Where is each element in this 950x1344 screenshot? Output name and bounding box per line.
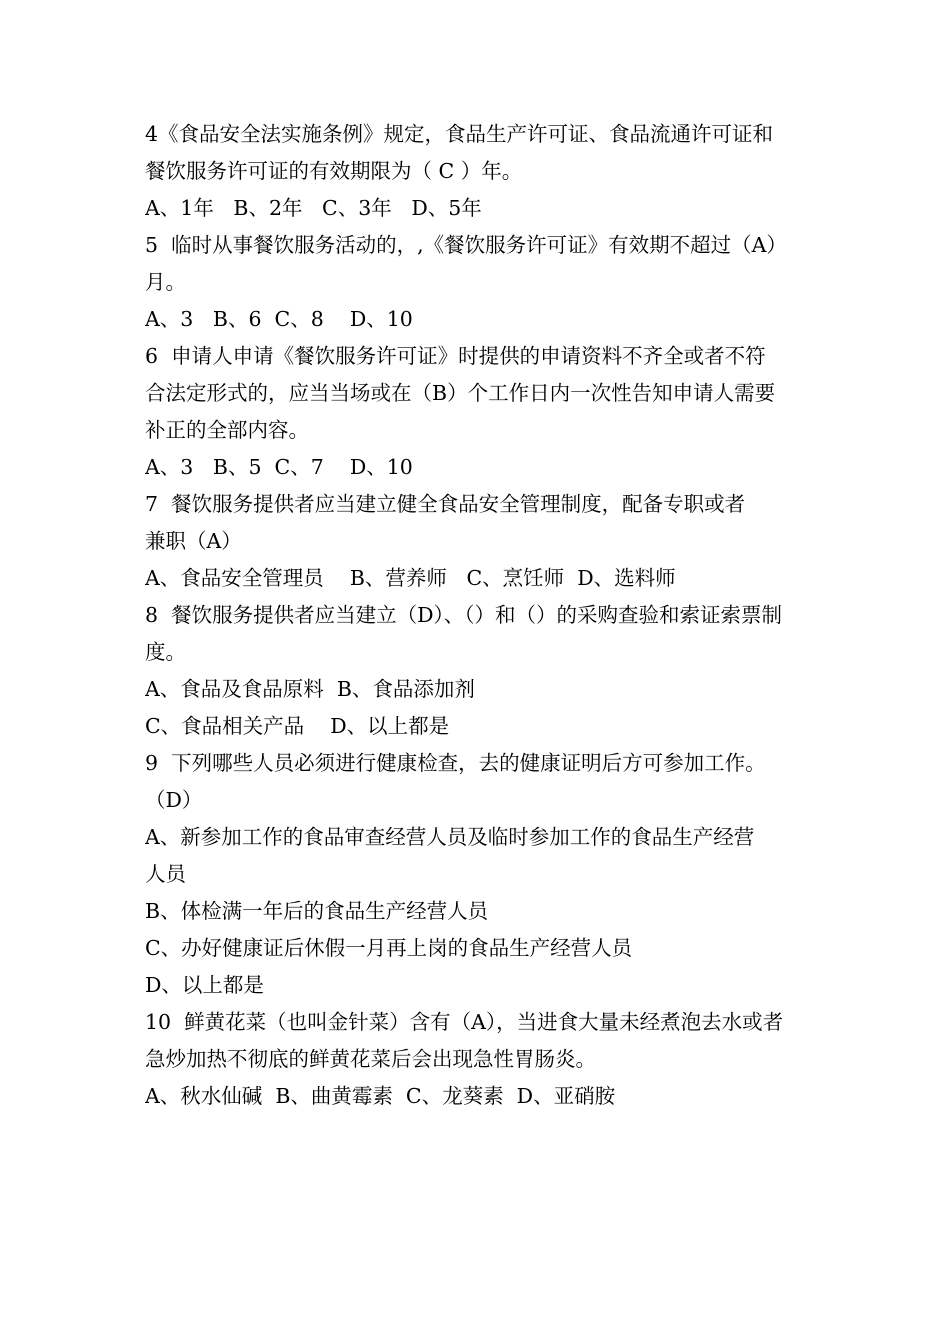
q7-line-2: 兼职（A） — [145, 529, 242, 553]
q6-options: A、3 B、5 C、7 D、10 — [145, 455, 413, 479]
q5-line-2: 月。 — [145, 270, 186, 294]
q8-line-2: 度。 — [145, 640, 186, 664]
q9-option-a-2: 人员 — [145, 862, 186, 886]
q10-options: A、秋水仙碱 B、曲黄霉素 C、龙葵素 D、亚硝胺 — [145, 1084, 616, 1108]
q8-options-1: A、食品及食品原料 B、食品添加剂 — [145, 677, 475, 701]
q5-options: A、3 B、6 C、8 D、10 — [145, 307, 413, 331]
q7-line-1: 7 餐饮服务提供者应当建立健全食品安全管理制度，配备专职或者 — [145, 492, 746, 516]
q9-option-a-1: A、新参加工作的食品审查经营人员及临时参加工作的食品生产经营 — [145, 825, 755, 849]
q5-line-1: 5 临时从事餐饮服务活动的，,《餐饮服务许可证》有效期不超过（A） — [145, 233, 787, 257]
q9-line-1: 9 下列哪些人员必须进行健康检查，去的健康证明后方可参加工作。 — [145, 751, 766, 775]
q6-line-2: 合法定形式的，应当当场或在（B）个工作日内一次性告知申请人需要 — [145, 381, 776, 405]
q10-line-2: 急炒加热不彻底的鲜黄花菜后会出现急性胃肠炎。 — [145, 1047, 596, 1071]
q10-line-1: 10 鲜黄花菜（也叫金针菜）含有（A），当进食大量未经煮泡去水或者 — [145, 1010, 784, 1034]
document-body — [145, 116, 815, 1115]
q8-line-1: 8 餐饮服务提供者应当建立（D）、（）和（）的采购查验和索证索票制 — [145, 603, 783, 627]
q8-options-2: C、食品相关产品 D、以上都是 — [145, 714, 450, 738]
q7-options: A、食品安全管理员 B、营养师 C、烹饪师 D、选料师 — [145, 566, 676, 590]
q6-line-3: 补正的全部内容。 — [145, 418, 309, 442]
q9-option-d: D、以上都是 — [145, 973, 264, 997]
q4-options: A、1年 B、2年 C、3年 D、5年 — [145, 196, 482, 220]
q9-option-b: B、体检满一年后的食品生产经营人员 — [145, 899, 489, 923]
q4-line-1: 4《食品安全法实施条例》规定，食品生产许可证、食品流通许可证和 — [145, 122, 774, 146]
q9-line-2: （D） — [145, 788, 203, 812]
q4-line-2: 餐饮服务许可证的有效期限为（ C ）年。 — [145, 159, 523, 183]
q6-line-1: 6 申请人申请《餐饮服务许可证》时提供的申请资料不齐全或者不符 — [145, 344, 766, 368]
q9-option-c: C、办好健康证后休假一月再上岗的食品生产经营人员 — [145, 936, 633, 960]
